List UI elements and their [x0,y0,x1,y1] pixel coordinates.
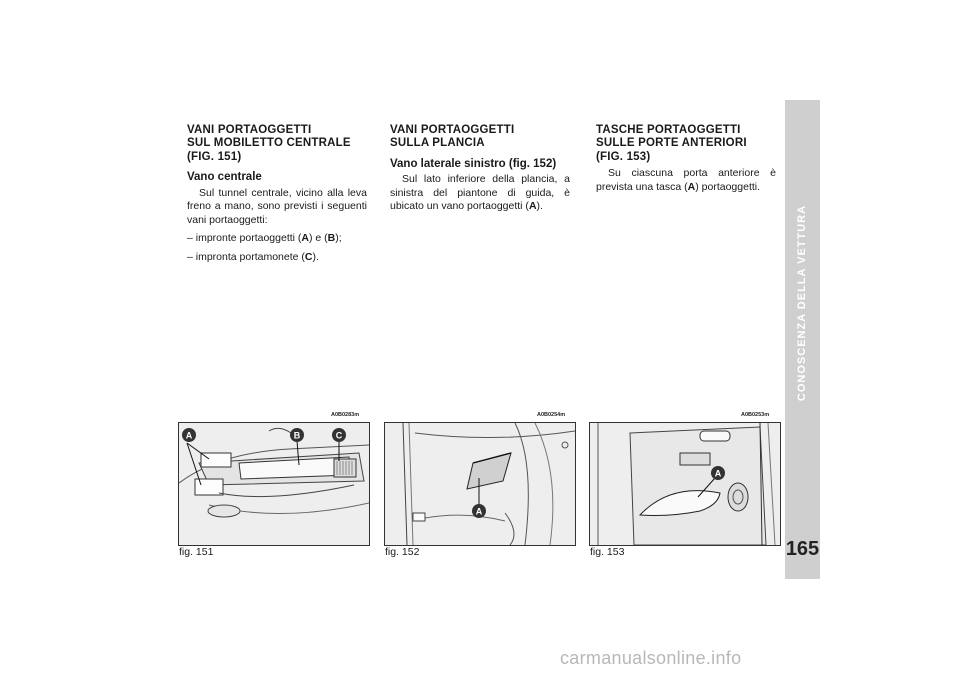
figure-caption: fig. 153 [590,546,625,558]
section-heading [187,124,367,164]
heading-line: TASCHE PORTAOGGETTI [596,124,741,136]
callout-label: A [475,506,483,517]
list-text: – impronte portaoggetti ( [187,232,302,245]
paragraph-text: ). [536,200,543,213]
section-sidebar [785,100,820,579]
heading-line: SULLA PLANCIA [390,137,485,150]
paragraph-text: ) portaoggetti. [695,180,761,193]
dashboard-compartment-illustration [385,423,575,545]
door-pocket-illustration [590,423,780,545]
callout-label: A [714,468,722,479]
paragraph [390,173,570,214]
figure-caption: fig. 152 [385,546,420,558]
paragraph [596,167,776,194]
heading-line: (FIG. 151) [187,150,242,163]
list-text: ); [335,232,342,245]
column-dashboard [390,124,570,216]
figure-code: A0B0254m [537,412,566,418]
heading-line: (FIG. 153) [596,150,651,163]
ref-letter: B [327,232,336,245]
paragraph-text: Sul lato inferiore della plancia, a sinistra del piantone di guida, è ubicato un vano portaoggetti ( [390,173,570,213]
figure-153-image [589,422,781,546]
figure-code: A0B0283m [331,412,360,418]
section-title: CONOSCENZA DELLA VETTURA [796,204,809,401]
paragraph: Sul tunnel centrale, vicino alla leva freno a mano, sono previsti i seguenti vani portaoggetti: [187,186,367,226]
subheading: Vano centrale [187,171,262,184]
ref-letter: C [304,251,313,263]
page-number: 165 [785,538,820,560]
list-text: – impronta portamonete ( [187,251,305,263]
list-item [187,232,367,246]
list-item [187,251,367,265]
heading-line: VANI PORTAOGGETTI [390,124,515,136]
heading-line: VANI PORTAOGGETTI [187,124,312,136]
list-text: ). [312,251,319,263]
column-front-doors [596,124,776,196]
ref-letter: A [687,180,696,193]
figure-151-image [178,422,370,546]
watermark: carmanualsonline.info [560,648,742,668]
column-central-console [187,124,367,265]
section-heading [390,124,570,151]
callout-label: C [335,430,343,441]
paragraph-text: Su ciascuna porta anteriore è prevista una tasca ( [596,167,776,193]
heading-line: SULLE PORTE ANTERIORI [596,137,747,150]
central-console-illustration [179,423,369,545]
callout-label: A [185,430,193,441]
subheading: Vano laterale sinistro (fig. 152) [390,157,557,170]
section-heading [596,124,776,164]
figure-152-image [384,422,576,546]
heading-line: SUL MOBILETTO CENTRALE [187,137,351,150]
list-text: ) e ( [309,232,328,245]
sidebar-title-wrap [785,100,820,505]
ref-letter: A [301,232,309,245]
ref-letter: A [528,200,537,213]
figure-code: A0B0253m [741,412,770,418]
callout-label: B [293,430,301,441]
figure-caption: fig. 151 [179,546,214,558]
